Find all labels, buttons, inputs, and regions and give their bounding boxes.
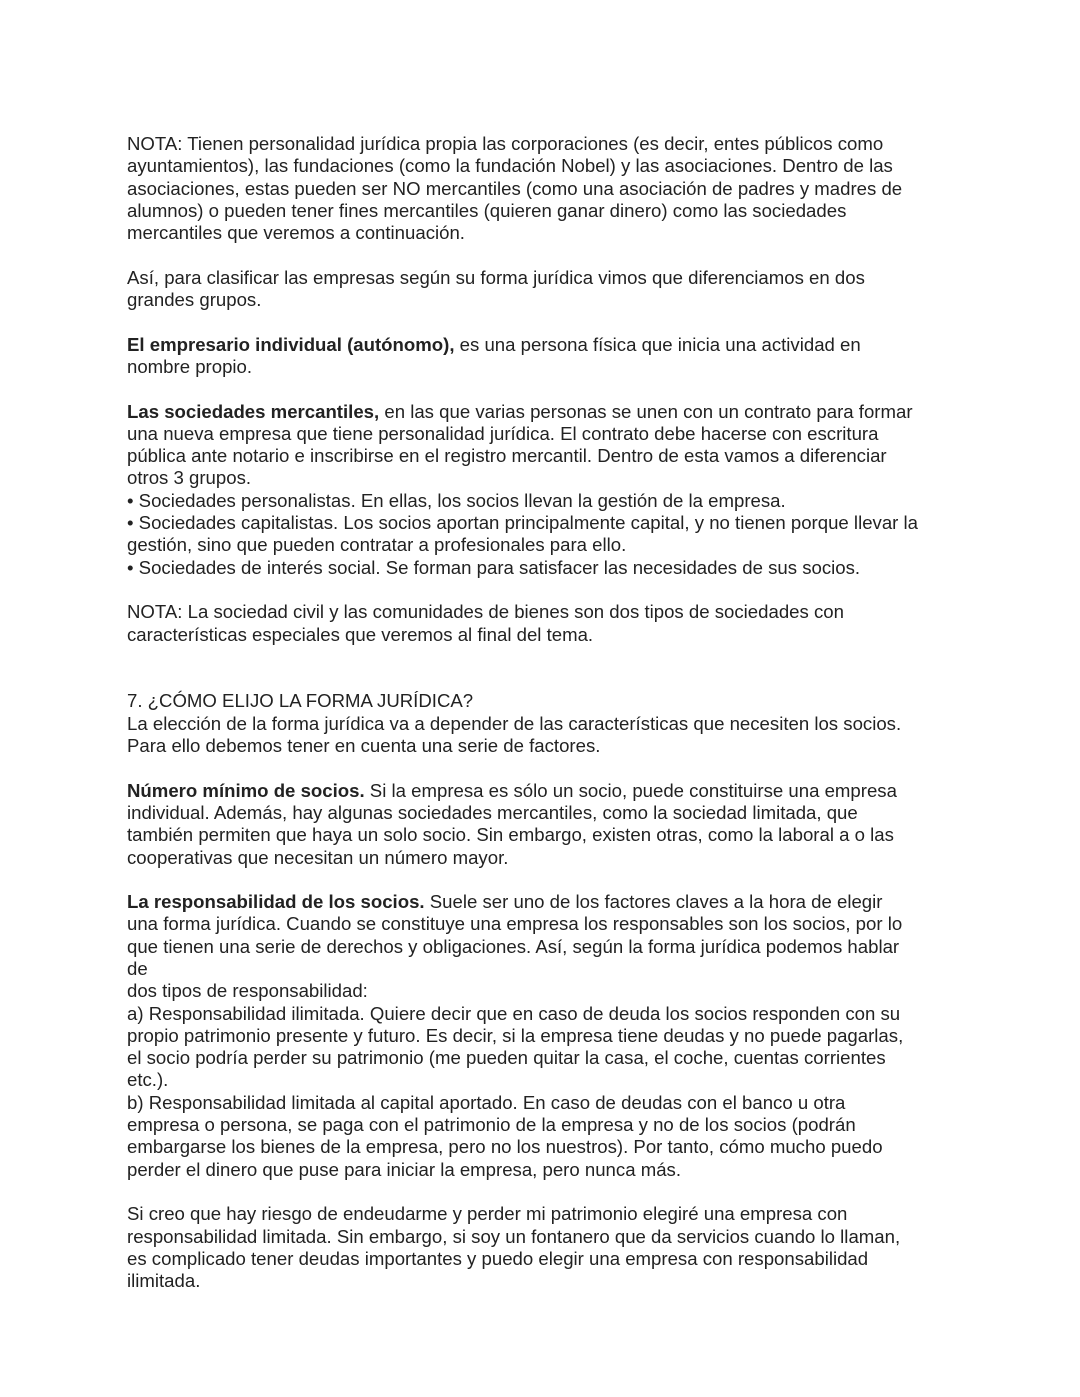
document-page [127, 133, 967, 1292]
text-line [127, 891, 967, 913]
text-line [127, 334, 967, 356]
text-line: nombre propio. [127, 355, 253, 377]
text-line: una nueva empresa que tiene personalidad jurídica. El contrato debe hacerse con escritura [127, 422, 879, 444]
section-heading: 7. ¿CÓMO ELIJO LA FORMA JURÍDICA? [127, 690, 474, 712]
text-line: NOTA: La sociedad civil y las comunidades de bienes son dos tipos de sociedades con [127, 601, 844, 623]
text-line: individual. Además, hay algunas sociedades mercantiles, como la sociedad limitada, que [127, 801, 858, 823]
text-line: mercantiles que veremos a continuación. [127, 222, 465, 244]
text-line: NOTA: Tienen personalidad jurídica propia las corporaciones (es decir, entes públicos como [127, 133, 884, 154]
text-line: Si creo que hay riesgo de endeudarme y perder mi patrimonio elegiré una empresa con [127, 1203, 848, 1225]
sociedades-paragraph [127, 401, 967, 579]
bold-term: El empresario individual (autónomo), [127, 333, 455, 355]
text-line: embargarse los bienes de la empresa, pero no los nuestros). Por tanto, cómo mucho puedo [127, 1136, 883, 1158]
nota-paragraph [127, 133, 967, 244]
bullet-item: • Sociedades de interés social. Se forman para satisfacer las necesidades de sus socios. [127, 556, 861, 578]
text-line: otros 3 grupos. [127, 467, 252, 489]
text-line: una forma jurídica. Cuando se constituye una empresa los responsables son los socios, por lo [127, 913, 903, 935]
empresario-paragraph [127, 334, 967, 379]
text-line: es complicado tener deudas importantes y puedo elegir una empresa con responsabilidad [127, 1247, 869, 1269]
numero-paragraph [127, 780, 967, 869]
text-line: propio patrimonio presente y futuro. Es decir, si la empresa tiene deudas y no puede pagarlas, [127, 1024, 904, 1046]
text-line: características especiales que veremos al final del tema. [127, 623, 594, 645]
text-line: perder el dinero que puse para iniciar la empresa, pero nunca más. [127, 1158, 681, 1180]
bullet-item: • Sociedades capitalistas. Los socios aportan principalmente capital, y no tienen porque llevar la [127, 512, 919, 534]
text-line [127, 401, 967, 423]
nota2-paragraph [127, 601, 967, 646]
text-span: es una persona física que inicia una actividad en [454, 333, 861, 355]
text-line: que tienen una serie de derechos y obligaciones. Así, según la forma jurídica podemos hablar [127, 935, 900, 957]
text-line: también permiten que haya un solo socio. Sin embargo, existen otras, como la laboral a o las [127, 824, 894, 846]
text-line: cooperativas que necesitan un número mayor. [127, 846, 509, 868]
text-line [127, 780, 967, 802]
text-line: Para ello debemos tener en cuenta una serie de factores. [127, 735, 601, 757]
text-line: de [127, 957, 148, 979]
text-line: dos tipos de responsabilidad: [127, 980, 368, 1002]
text-line: etc.). [127, 1069, 169, 1091]
text-line: La elección de la forma jurídica va a depender de las características que necesiten los socios. [127, 712, 902, 734]
text-line: ayuntamientos), las fundaciones (como la fundación Nobel) y las asociaciones. Dentro de las [127, 155, 893, 177]
text-line: Así, para clasificar las empresas según su forma jurídica vimos que diferenciamos en dos [127, 266, 865, 288]
section-7 [127, 690, 967, 757]
text-span: Suele ser uno de los factores claves a la hora de elegir [424, 891, 883, 913]
text-line: grandes grupos. [127, 289, 262, 311]
text-line: b) Responsabilidad limitada al capital aportado. En caso de deudas con el banco u otra [127, 1091, 846, 1113]
text-line: el socio podría perder su patrimonio (me pueden quitar la casa, el coche, cuentas corrientes [127, 1047, 886, 1069]
text-line: pública ante notario e inscribirse en el registro mercantil. Dentro de esta vamos a diferenciar [127, 445, 887, 467]
text-line: gestión, sino que pueden contratar a profesionales para ello. [127, 534, 627, 556]
bullet-item: • Sociedades personalistas. En ellas, los socios llevan la gestión de la empresa. [127, 489, 786, 511]
asi-paragraph [127, 267, 967, 312]
responsabilidad-paragraph [127, 891, 967, 1181]
text-span: Si la empresa es sólo un socio, puede constituirse una empresa [364, 779, 897, 801]
text-line: a) Responsabilidad ilimitada. Quiere decir que en caso de deuda los socios responden con su [127, 1002, 901, 1024]
bold-term: La responsabilidad de los socios. [127, 891, 425, 913]
bold-term: Número mínimo de socios. [127, 779, 365, 801]
text-line: asociaciones, estas pueden ser NO mercantiles (como una asociación de padres y madres de [127, 177, 903, 199]
text-line: alumnos) o pueden tener fines mercantiles (quieren ganar dinero) como las sociedades [127, 199, 847, 221]
text-line: empresa o persona, se paga con el patrimonio de la empresa y no de los socios (podrán [127, 1114, 856, 1136]
si-creo-paragraph [127, 1203, 967, 1292]
text-line: responsabilidad limitada. Sin embargo, si soy un fontanero que da servicios cuando lo llaman, [127, 1225, 901, 1247]
text-span: en las que varias personas se unen con un contrato para formar [379, 400, 913, 422]
text-line: ilimitada. [127, 1270, 201, 1292]
bold-term: Las sociedades mercantiles, [127, 400, 380, 422]
